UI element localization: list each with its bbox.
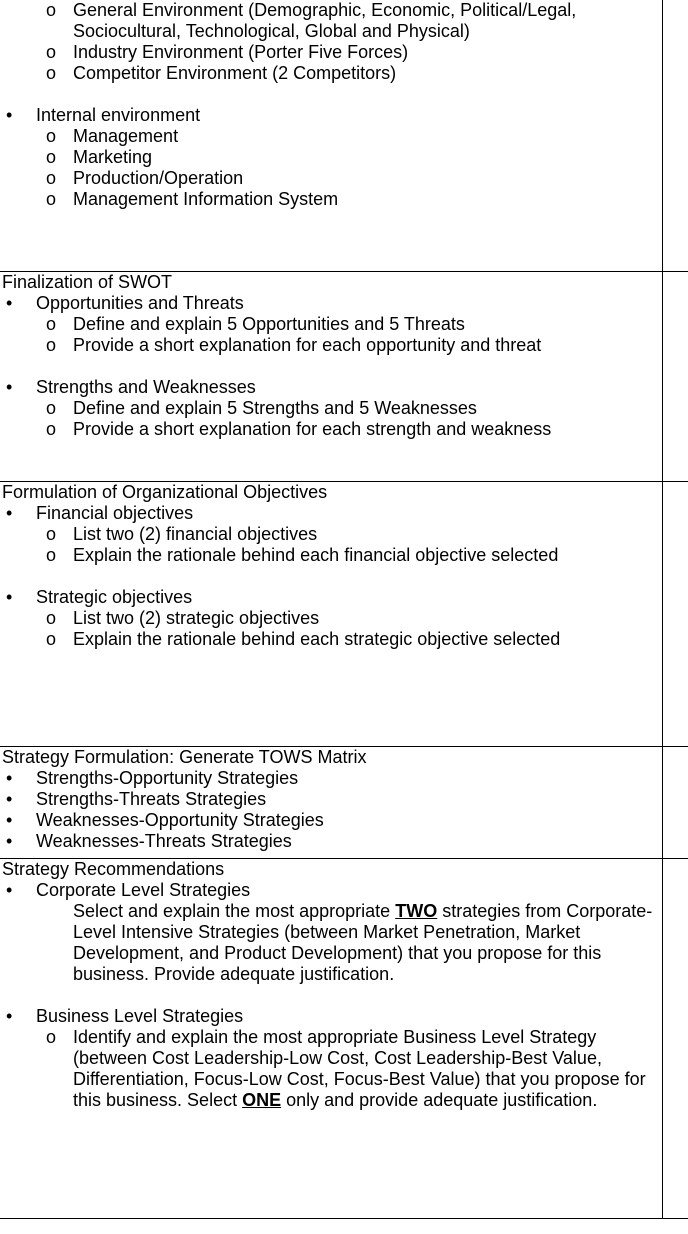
sub-item-ot-explain: o Provide a short explanation for each opportunity and threat <box>2 335 662 356</box>
sub-item-fin-explain: o Explain the rationale behind each financial objective selected <box>2 545 662 566</box>
sub-item-management: o Management <box>2 126 662 147</box>
row-swot <box>0 272 688 482</box>
bullet-st-strategies: • Strengths-Threats Strategies <box>2 789 662 810</box>
bullet-wt-strategies: • Weaknesses-Threats Strategies <box>2 831 662 852</box>
sub-item-strat-list: o List two (2) strategic objectives <box>2 608 662 629</box>
bullet-opportunities-threats: • Opportunities and Threats <box>2 293 662 314</box>
row-environment <box>0 0 688 272</box>
bullet-strategic-objectives: • Strategic objectives <box>2 587 662 608</box>
sub-item-marketing: o Marketing <box>2 147 662 168</box>
row-objectives <box>0 482 688 747</box>
bullet-so-strategies: • Strengths-Opportunity Strategies <box>2 768 662 789</box>
section-heading-recommendations: Strategy Recommendations <box>2 859 225 879</box>
bullet-wo-strategies: • Weaknesses-Opportunity Strategies <box>2 810 662 831</box>
emphasis-one: ONE <box>242 1090 282 1110</box>
section-heading-tows: Strategy Formulation: Generate TOWS Matrix <box>2 747 367 767</box>
sub-item-competitor-environment: o Competitor Environment (2 Competitors) <box>2 63 662 84</box>
business-level-description: o Identify and explain the most appropriate Business Level Strategy (between Cost Leadership-Low Cost, Cost Leadership-Best Value, Differentiation, Focus-Low Cost, Focus-Best Value) that you propose for this business. Select ONE only and provide adequate justification. <box>2 1027 662 1111</box>
bullet-business-level: • Business Level Strategies <box>2 1006 662 1027</box>
section-heading-objectives: Formulation of Organizational Objectives <box>2 482 328 502</box>
bullet-internal-environment: • Internal environment <box>2 105 662 126</box>
sub-item-ot-define: o Define and explain 5 Opportunities and 5 Threats <box>2 314 662 335</box>
sub-item-production: o Production/Operation <box>2 168 662 189</box>
bullet-corporate-level: • Corporate Level Strategies <box>2 880 662 901</box>
row-tows <box>0 747 688 859</box>
sub-item-mis: o Management Information System <box>2 189 662 210</box>
row-recommendations <box>0 859 688 1219</box>
sub-item-general-environment: o General Environment (Demographic, Economic, Political/Legal, Sociocultural, Technological, Global and Physical) <box>2 0 662 42</box>
emphasis-two: TWO <box>395 901 438 921</box>
sub-item-industry-environment: o Industry Environment (Porter Five Forces) <box>2 42 662 63</box>
section-heading-swot: Finalization of SWOT <box>2 272 173 292</box>
bullet-financial-objectives: • Financial objectives <box>2 503 662 524</box>
bullet-strengths-weaknesses: • Strengths and Weaknesses <box>2 377 662 398</box>
sub-item-sw-explain: o Provide a short explanation for each strength and weakness <box>2 419 662 440</box>
corporate-level-description: Select and explain the most appropriate TWO strategies from Corporate-Level Intensive Strategies (between Market Penetration, Market Development, and Product Development) that you propose for this business. Provide adequate justification. <box>73 901 653 984</box>
sub-item-sw-define: o Define and explain 5 Strengths and 5 Weaknesses <box>2 398 662 419</box>
sub-item-fin-list: o List two (2) financial objectives <box>2 524 662 545</box>
sub-item-strat-explain: o Explain the rationale behind each strategic objective selected <box>2 629 662 650</box>
